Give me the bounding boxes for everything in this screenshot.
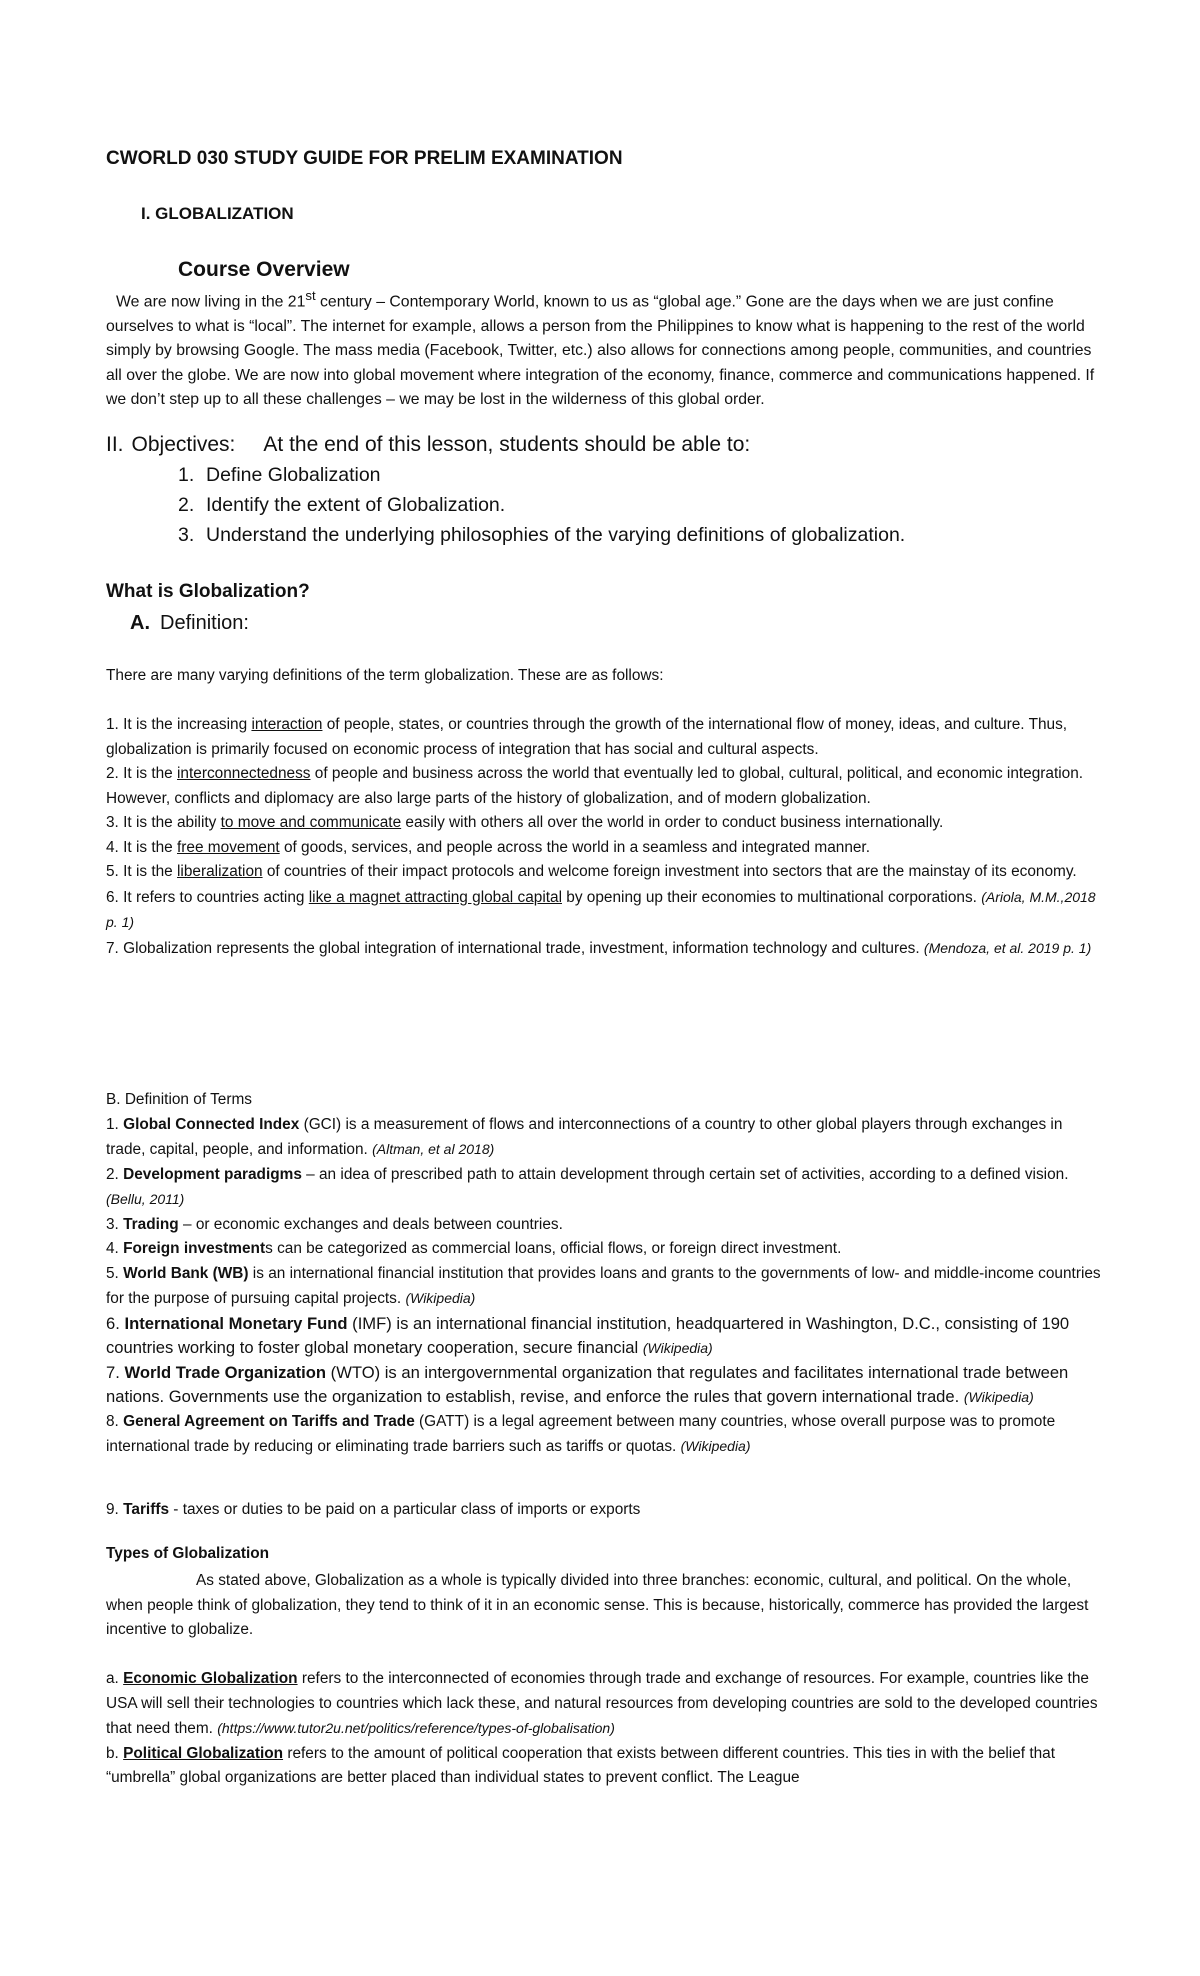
term-text: (WTO) is an intergovernmental organization that regulates and facilitates international trade between nations. Governments use the organization to establish, revise, and enforce the rules that govern international trade. [106, 1362, 1069, 1406]
definition-keyword: interaction [251, 716, 323, 733]
definition-text: of goods, services, and people across the world in a seamless and integrated manner. [279, 838, 870, 856]
term-item [106, 1410, 1106, 1460]
type-term: Political Globalization [123, 1744, 284, 1762]
term-text: (GATT) is a legal agreement between many countries, whose overall purpose was to promote international trade by reducing or eliminating trade barriers such as tariffs or quotas. [106, 1412, 1056, 1455]
objective-number: 3. [178, 524, 195, 546]
term-citation: (Wikipedia) [680, 1438, 751, 1454]
term-text: is an international financial institution that provides loans and grants to the governments of low- and middle-income countries for the purpose of pursuing capital projects. [106, 1264, 1101, 1307]
definition-item [106, 885, 1106, 936]
definition-keyword: free movement [177, 838, 280, 856]
term-name: Trading [123, 1215, 179, 1233]
type-text: refers to the amount of political cooperation that exists between different countries. This ties in with the belief that “umbrella” global organizations are better placed than individual states to prevent conflict. The League [106, 1744, 1056, 1786]
term-citation: (Wikipedia) [642, 1340, 713, 1356]
objectives-list [178, 460, 905, 550]
objective-text: Understand the underlying philosophies of the varying definitions of globalization. [206, 524, 906, 546]
term-name: Tariffs [123, 1501, 170, 1518]
definition-number: A. [130, 612, 150, 634]
definition-text: 2. It is the [106, 765, 178, 782]
term-name: Foreign investment [123, 1240, 266, 1257]
type-text: refers to the interconnected of economies through trade and exchange of resources. For example, countries like the USA will sell their technologies to countries which lack these, and natural resources from developing countries are sold to the developed countries that need them. [106, 1670, 1098, 1737]
term-item [106, 1262, 1106, 1312]
objective-item [178, 490, 905, 520]
term-text: - taxes or duties to be paid on a particular class of imports or exports [169, 1501, 641, 1518]
definition-keyword: interconnectedness [177, 765, 311, 782]
term-text: – an idea of prescribed path to attain development through certain set of activities, according to a defined vision. [301, 1165, 1069, 1183]
term-item [106, 1361, 1106, 1410]
term-text: s can be categorized as commercial loans, official flows, or foreign direct investment. [265, 1240, 842, 1257]
term-number: 4. [106, 1240, 124, 1257]
spacer [106, 1643, 1106, 1668]
term-item [106, 1237, 1106, 1262]
term-name: International Monetary Fund [124, 1313, 348, 1333]
definition-text: 7. Globalization represents the global integration of international trade, investment, information technology and cultures. [106, 939, 924, 957]
definition-item [106, 811, 1106, 836]
term-item [106, 1113, 1106, 1163]
definitions-list [106, 713, 1106, 961]
definition-text: of people and business across the world that eventually led to global, cultural, political, and economic integration. However, conflicts and diplomacy are also large parts of the history of globalization, and of modern globalization. [106, 765, 1084, 807]
type-label: a. [106, 1670, 124, 1687]
type-item-political [106, 1742, 1106, 1791]
terms-heading: B. Definition of Terms [106, 1091, 252, 1108]
objective-text: Identify the extent of Globalization. [206, 494, 506, 516]
definition-of-terms [106, 1088, 1106, 1460]
type-term: Economic Globalization [123, 1670, 298, 1687]
intro-text-b: century – Contemporary World, known to us as “global age.” Gone are the days when we are just confine ourselves to what is “local”. The internet for example, allows a person from the Philippines to know what is happening to the rest of the world simply by browsing Google. The mass media (Facebook, Twitter, etc.) also allows for connections among people, communities, and countries all over the globe. We are now into global movement where integration of the economy, finance, commerce and communications happened. If we don’t step up to all these challenges – we may be lost in the wilderness of this global order. [106, 293, 1095, 409]
definition-item [106, 713, 1106, 762]
definition-text: 4. It is the [106, 838, 178, 856]
term-citation: (Wikipedia) [405, 1290, 476, 1306]
definition-citation: (Mendoza, et al. 2019 p. 1) [923, 939, 1092, 956]
definition-text: 3. It is the ability [106, 814, 221, 831]
objectives-heading [106, 433, 750, 457]
definition-text: by opening up their economies to multinational corporations. [562, 888, 982, 906]
definition-item [106, 762, 1106, 811]
objective-item [178, 520, 905, 550]
course-overview-heading: Course Overview [178, 258, 350, 281]
document-title: CWORLD 030 STUDY GUIDE FOR PRELIM EXAMINATION [106, 148, 623, 169]
definition-item [106, 936, 1106, 962]
type-item-economic [106, 1667, 1106, 1742]
definition-item [106, 836, 1106, 861]
definition-text: 1. It is the increasing [106, 716, 252, 733]
term-name: General Agreement on Tariffs and Trade [123, 1412, 415, 1430]
term-item [106, 1213, 1106, 1238]
definition-text: easily with others all over the world in order to conduct business internationally. [401, 814, 944, 831]
definition-keyword: like a magnet attracting global capital [308, 888, 562, 906]
definition-citation: (Ariola, M.M.,2018 p. 1) [106, 888, 1096, 930]
term-text: (IMF) is an international financial institution, headquartered in Washington, D.C., consisting of 190 countries working to foster global monetary cooperation, secure financial [106, 1313, 1070, 1357]
term-name: World Trade Organization [124, 1362, 327, 1382]
definition-heading [130, 612, 249, 635]
term-citation: (Wikipedia) [963, 1389, 1034, 1405]
definition-keyword: liberalization [177, 863, 263, 880]
term-name: Global Connected Index [123, 1115, 300, 1133]
term-number: 5. [106, 1264, 124, 1282]
types-of-globalization-heading: Types of Globalization [106, 1545, 270, 1562]
term-text: (GCI) is a measurement of flows and interconnections of a country to other global players through exchanges in trade, capital, people, and information. [106, 1115, 1063, 1158]
term-citation: (Altman, et al 2018) [372, 1141, 495, 1157]
definition-text: 5. It is the [106, 863, 178, 880]
term-number: 6. [106, 1313, 125, 1333]
term-number: 3. [106, 1215, 124, 1233]
types-intro: As stated above, Globalization as a whole is typically divided into three branches: economic, cultural, and political. On the whole, when people think of globalization, they tend to think of it in an economic sense. This is because, historically, commerce has provided the largest incentive to globalize. [106, 1572, 1089, 1638]
type-citation: (https://www.tutor2u.net/politics/reference/types-of-globalisation) [217, 1720, 615, 1736]
intro-superscript: st [305, 288, 316, 303]
term-number: 7. [106, 1362, 125, 1382]
term-name: World Bank (WB) [123, 1264, 249, 1282]
definition-keyword: to move and communicate [220, 814, 402, 831]
term-number: 1. [106, 1115, 124, 1133]
objective-number: 1. [178, 464, 195, 486]
term-name: Development paradigms [123, 1165, 302, 1183]
term-number: 9. [106, 1501, 124, 1518]
section-heading-globalization: I. GLOBALIZATION [141, 204, 294, 223]
objective-text: Define Globalization [206, 464, 381, 486]
objectives-lead: At the end of this lesson, students should be able to: [263, 433, 751, 456]
definition-text: of people, states, or countries through the growth of the international flow of money, ideas, and culture. Thus, globalization is primarily focused on economic process of integration that has social and cultural aspects. [106, 716, 1068, 758]
definition-item [106, 860, 1106, 885]
definition-text: 6. It refers to countries acting [106, 888, 309, 906]
what-is-globalization-heading: What is Globalization? [106, 581, 310, 602]
term-number: 8. [106, 1412, 124, 1430]
types-of-globalization [106, 1569, 1106, 1791]
term-citation: (Bellu, 2011) [106, 1191, 185, 1207]
objective-item [178, 460, 905, 490]
type-label: b. [106, 1744, 124, 1762]
objectives-label: Objectives: [131, 433, 236, 456]
intro-text-a: We are now living in the 21 [116, 293, 306, 311]
term-number: 2. [106, 1165, 124, 1183]
term-text: – or economic exchanges and deals between countries. [178, 1215, 563, 1233]
definition-label: Definition: [160, 612, 249, 634]
definitions-intro: There are many varying definitions of the term globalization. These are as follows: [106, 667, 664, 684]
term-item [106, 1312, 1106, 1361]
course-overview-paragraph [106, 284, 1106, 413]
objectives-number: II. [106, 433, 124, 456]
term-item [106, 1163, 1106, 1213]
definition-text: of countries of their impact protocols and welcome foreign investment into sectors that are the mainstay of its economy. [262, 863, 1077, 880]
term-item-tariffs [106, 1498, 1106, 1523]
objective-number: 2. [178, 494, 195, 516]
